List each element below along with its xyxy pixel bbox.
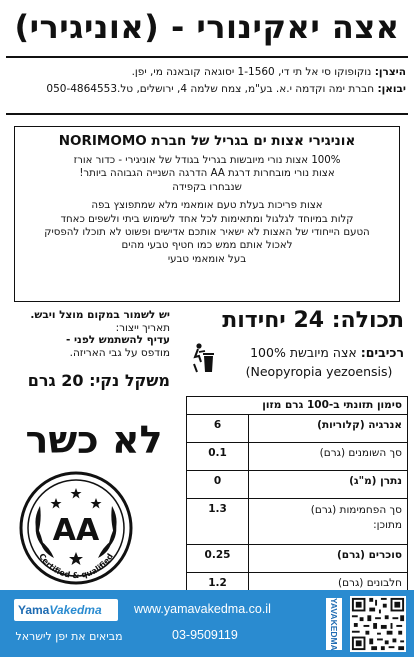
quantity: תכולה: 24 יחידות	[222, 308, 404, 333]
brand-tagline: מביאים את יפן לישראל	[15, 630, 123, 643]
description-line: 100% אצות נורי מיובשות בגריל בגודל של אוניגירי - כדור אורז	[73, 155, 341, 166]
nutrition-table	[186, 396, 408, 602]
ingredients	[234, 345, 404, 360]
brand-name-a: Yama	[18, 603, 50, 617]
maker-info	[8, 64, 406, 98]
aa-certified-seal-icon	[18, 470, 134, 586]
storage-line: יש לשמור במקום מוצל ויבש.	[30, 309, 170, 321]
producer-label: היצרן:	[374, 66, 406, 78]
description-line: אצות נורי מובחרות דרגת AA הדרגה השנייה הגבוהה ביותר!	[79, 168, 335, 180]
description-line: שנבחרו בקפידה	[172, 181, 242, 193]
qr-code-icon[interactable]	[350, 596, 406, 652]
producer-line	[8, 64, 406, 81]
description-line: הטעם הייחודי של האצות לא ישאיר אותכם אדישים ופשוט לא תוכלו להפסיק	[44, 227, 370, 239]
description-line: קלות במיוחד לגלגול ומתאימות לכל אחד לשימוש ביתי ולשפים כאחד	[60, 213, 354, 225]
seal-center-text: AA	[52, 513, 100, 548]
divider-mid	[6, 113, 408, 115]
description-box	[14, 126, 400, 302]
nutrition-value: 0.1	[187, 443, 249, 470]
nutrition-label: סך השומנים (גרם)	[319, 447, 402, 459]
nutrition-value: 1.3	[187, 499, 249, 544]
product-title: אצה יאקינורי - (אוניגירי)	[14, 8, 400, 46]
nutrition-label: חלבונים (גרם)	[337, 577, 402, 589]
nutrition-value: 0.25	[187, 545, 249, 572]
phone-number: 03-9509119	[172, 628, 238, 642]
importer-label: יבואן:	[377, 83, 406, 95]
description-line: בעל אומאמי טבעי	[167, 253, 247, 265]
description-line: אצות פריכות בעלת טעם אומאמי מלא שמתפוצץ בפה	[91, 200, 323, 212]
nutrition-value: 6	[187, 415, 249, 442]
divider-top	[6, 56, 408, 58]
nutrition-label-main: סך הפחמימות (גרם)	[310, 504, 402, 516]
table-row	[187, 545, 407, 573]
nutrition-label	[249, 499, 407, 544]
net-weight: משקל נקי: 20 גרם	[27, 371, 170, 390]
nutrition-label: סוכרים (גרם)	[337, 549, 402, 561]
nutrition-label: נתרן (מ"ג)	[349, 475, 402, 487]
ingredients-latin: (Neopyropia yezoensis)	[245, 364, 393, 379]
table-row	[187, 443, 407, 471]
vertical-brand-text: YAVAKEDMA	[326, 598, 342, 650]
importer-line	[8, 81, 406, 98]
storage-line: מודפס על גבי האריזה.	[69, 346, 170, 359]
seal-ring-text: Certified & qualified	[37, 551, 115, 581]
nutrition-value: 0	[187, 471, 249, 498]
nutrition-heading: סימון תזונתי ב-100 גרם מזון	[187, 397, 407, 415]
recycle-bin-icon	[190, 342, 216, 374]
nutrition-label-sub: מתוכן:	[373, 519, 402, 531]
table-row	[187, 471, 407, 499]
importer-text: חברת ימה וקדמה י.א. בע"מ, צמח שלמה 4, ירושלים, טל.050-4864553	[46, 83, 378, 95]
kosher-status: לא כשר	[25, 418, 163, 462]
description-line: לאכול אותם ממש כמו חטיף טבעי מהים	[121, 240, 293, 252]
nutrition-label: אנרגיה (קלוריות)	[317, 419, 402, 431]
nutrition-value: 1.2	[187, 573, 249, 601]
producer-text: נוקופוקו סי אל תי די, 1-1560 יסוגאה קובאנה מי, יפן.	[131, 66, 375, 78]
website-link[interactable]: www.yamavakedma.co.il	[134, 602, 271, 616]
description-heading: אוניגירי אצות ים בגריל של חברת NORIMOMO	[58, 133, 356, 149]
brand-logo	[14, 599, 118, 621]
table-row	[187, 499, 407, 545]
ingredients-text: אצה מיובשת 100%	[250, 345, 361, 360]
storage-line: עדיף להשתמש לפני -	[65, 334, 170, 346]
storage-info	[8, 309, 170, 359]
table-row	[187, 415, 407, 443]
storage-line: תאריך ייצור:	[115, 321, 170, 334]
ingredients-label: רכיבים:	[360, 345, 404, 360]
brand-name-b: Vakedma	[49, 603, 102, 617]
